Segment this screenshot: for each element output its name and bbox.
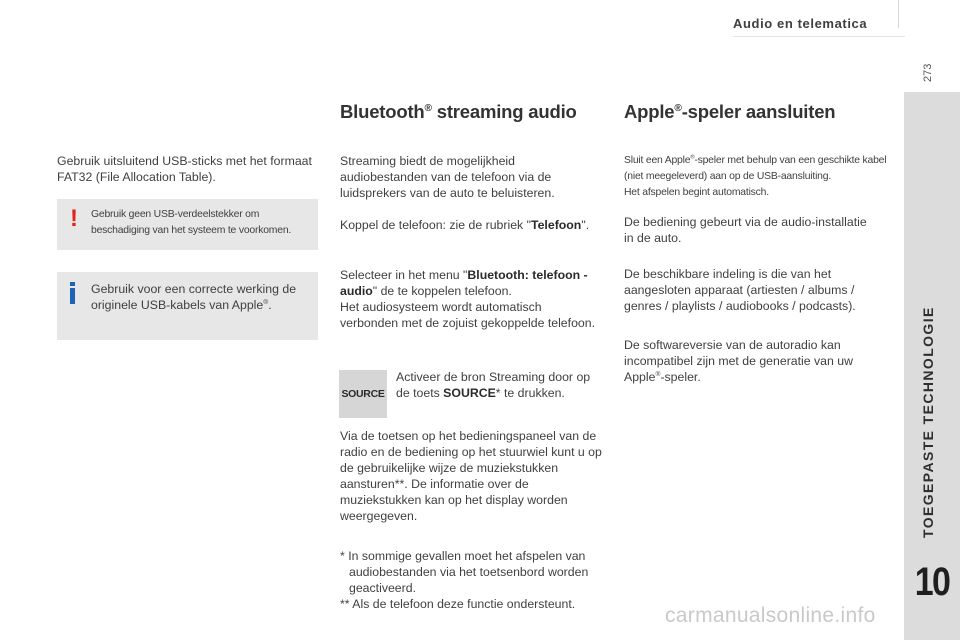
select-phone-paragraph: Selecteer in het menu "Bluetooth: telefoon - audio" de te koppelen telefoon. Het audiosysteem wordt automatisch verbonden met de zojuist gekoppelde telefoon. — [340, 268, 595, 330]
software-version-paragraph: De softwareversie van de autoradio kan incompatibel zijn met de generatie van uw Apple®-speler. — [624, 338, 853, 384]
info-text: Gebruik voor een correcte werking de originele USB-kabels van Apple®. — [91, 282, 297, 312]
connect-apple-paragraph: Sluit een Apple®-speler met behulp van een geschikte kabel (niet meegeleverd) aan op de USB-aansluiting. Het afspelen begint automatisch. — [624, 154, 887, 198]
controls-paragraph: Via de toetsen op het bedieningspaneel van de radio en de bediening op het stuurwiel kunt u op de gebruikelijke wijze de muziekstukken aansturen**. De informatie over de muziekstukken kan op het display worden weergegeven. — [340, 429, 602, 523]
audio-controls-paragraph: De bediening gebeurt via de audio-installatie in de auto. — [624, 215, 867, 245]
available-layout-paragraph: De beschikbare indeling is die van het aangesloten apparaat (artiesten / albums / genres / playlists / audiobooks / podcasts). — [624, 267, 856, 313]
source-key-icon: SOURCE — [339, 370, 387, 418]
header-divider-tick — [898, 0, 899, 28]
watermark-text: carmanualsonline.info — [665, 604, 876, 627]
apple-player-heading: Apple®-speler aansluiten — [624, 101, 836, 122]
footnote-2: ** Als de telefoon deze functie ondersteunt. — [340, 597, 576, 611]
exclamation-icon: ! — [70, 205, 78, 232]
header-rule — [733, 36, 905, 37]
section-title: Audio en telematica — [733, 16, 868, 31]
page-number: 273 — [922, 63, 934, 83]
chapter-tab-label: TOEGEPASTE TECHNOLOGIE — [920, 306, 936, 538]
usb-format-paragraph: Gebruik uitsluitend USB-sticks met het formaat FAT32 (File Allocation Table). — [57, 154, 312, 184]
pair-phone-paragraph: Koppel de telefoon: zie de rubriek "Telefoon". — [340, 218, 590, 232]
chapter-number: 10 — [914, 560, 950, 604]
footnote-list — [340, 548, 602, 612]
streaming-intro-paragraph: Streaming biedt de mogelijkheid audiobestanden van de telefoon via de luidsprekers van de auto te beluisteren. — [340, 154, 555, 200]
activate-streaming-paragraph: Activeer de bron Streaming door op de toets SOURCE* te drukken. — [396, 370, 591, 400]
warning-text: Gebruik geen USB-verdeelstekker om beschadiging van het systeem te voorkomen. — [91, 209, 292, 236]
bluetooth-streaming-heading: Bluetooth® streaming audio — [340, 101, 577, 122]
info-icon — [70, 282, 76, 304]
footnote-1: * In sommige gevallen moet het afspelen van audiobestanden via het toetsenbord worden geactiveerd. — [340, 549, 589, 595]
